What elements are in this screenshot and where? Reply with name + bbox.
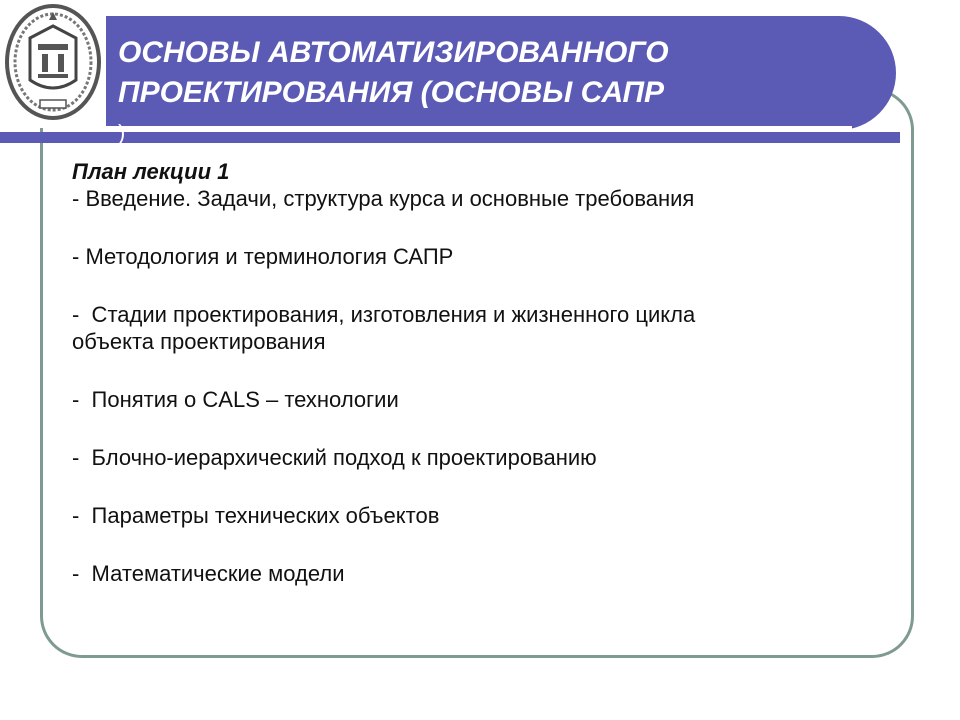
title-line-1: ОСНОВЫ АВТОМАТИЗИРОВАННОГО [118, 36, 669, 69]
list-item: - Математические модели [72, 561, 345, 586]
plan-title: План лекции 1 [72, 159, 230, 184]
list-item: - Понятия о CALS – технологии [72, 387, 399, 412]
list-item: - Блочно-иерархический подход к проектированию [72, 445, 597, 470]
university-emblem-icon [0, 0, 106, 128]
title-paren: ) [118, 120, 126, 145]
title-line-2-text: ПРОЕКТИРОВАНИЯ (ОСНОВЫ САПР [118, 76, 665, 109]
lecture-plan [72, 158, 872, 618]
list-item: - Стадии проектирования, изготовления и жизненного цикла объекта проектирования [72, 302, 696, 354]
list-item: - Введение. Задачи, структура курса и основные требования [72, 186, 695, 211]
title-line-2 [118, 73, 818, 153]
list-item: - Методология и терминология САПР [72, 244, 454, 269]
page-title [118, 33, 818, 153]
list-item: - Параметры технических объектов [72, 503, 440, 528]
